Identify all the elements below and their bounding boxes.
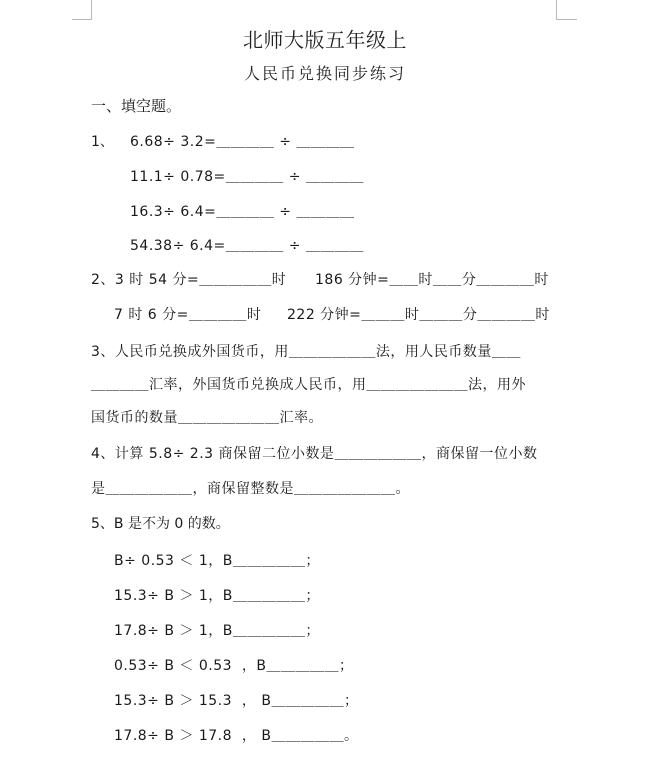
q1-row: 6.68÷ 3.2=＿＿＿＿ ÷ ＿＿＿＿	[130, 134, 355, 150]
q1-row: 54.38÷ 6.4=＿＿＿＿ ÷ ＿＿＿＿	[130, 238, 364, 254]
margin-corner-mark-top-right	[556, 0, 577, 20]
q5-intro: 5、B 是不为 0 的数。	[91, 516, 230, 532]
q2-row2-left: 7 时 6 分=＿＿＿＿时	[114, 307, 262, 323]
q4-line2: 是＿＿＿＿＿＿，商保留整数是＿＿＿＿＿＿＿。	[91, 481, 410, 497]
q5-row: 0.53÷ B ＜ 0.53 ，B＿＿＿＿＿；	[114, 658, 354, 674]
q2-row2-right: 222 分钟=＿＿＿时＿＿＿分＿＿＿＿时	[287, 307, 550, 323]
q1-number: 1、	[91, 134, 114, 150]
q2-row1-left: 2、3 时 54 分=＿＿＿＿＿时	[91, 272, 287, 288]
q1-row: 11.1÷ 0.78=＿＿＿＿ ÷ ＿＿＿＿	[130, 169, 364, 185]
document-title: 北师大版五年级上	[243, 28, 407, 52]
q3-line2: ＿＿＿＿汇率，外国货币兑换成人民币，用＿＿＿＿＿＿＿法，用外	[91, 377, 526, 393]
q1-row: 16.3÷ 6.4=＿＿＿＿ ÷ ＿＿＿＿	[130, 204, 355, 220]
q5-row: 17.8÷ B ＞ 17.8 ， B＿＿＿＿＿。	[114, 728, 359, 744]
q3-line1: 3、人民币兑换成外国货币，用＿＿＿＿＿＿法，用人民币数量＿＿	[91, 344, 521, 360]
q5-row: B÷ 0.53 ＜ 1，B＿＿＿＿＿；	[114, 553, 320, 569]
q5-row: 15.3÷ B ＞ 1，B＿＿＿＿＿；	[114, 588, 320, 604]
q3-line3: 国货币的数量＿＿＿＿＿＿＿汇率。	[91, 410, 323, 426]
q4-line1: 4、计算 5.8÷ 2.3 商保留二位小数是＿＿＿＿＿＿，商保留一位小数	[91, 446, 538, 462]
margin-corner-mark-top-left	[72, 0, 92, 20]
q5-row: 17.8÷ B ＞ 1，B＿＿＿＿＿；	[114, 623, 320, 639]
q2-row1-right: 186 分钟=＿＿时＿＿分＿＿＿＿时	[315, 272, 549, 288]
section-heading: 一、填空题。	[91, 97, 182, 115]
q5-row: 15.3÷ B ＞ 15.3 ， B＿＿＿＿＿；	[114, 693, 359, 709]
document-subtitle: 人民币兑换同步练习	[243, 64, 406, 83]
